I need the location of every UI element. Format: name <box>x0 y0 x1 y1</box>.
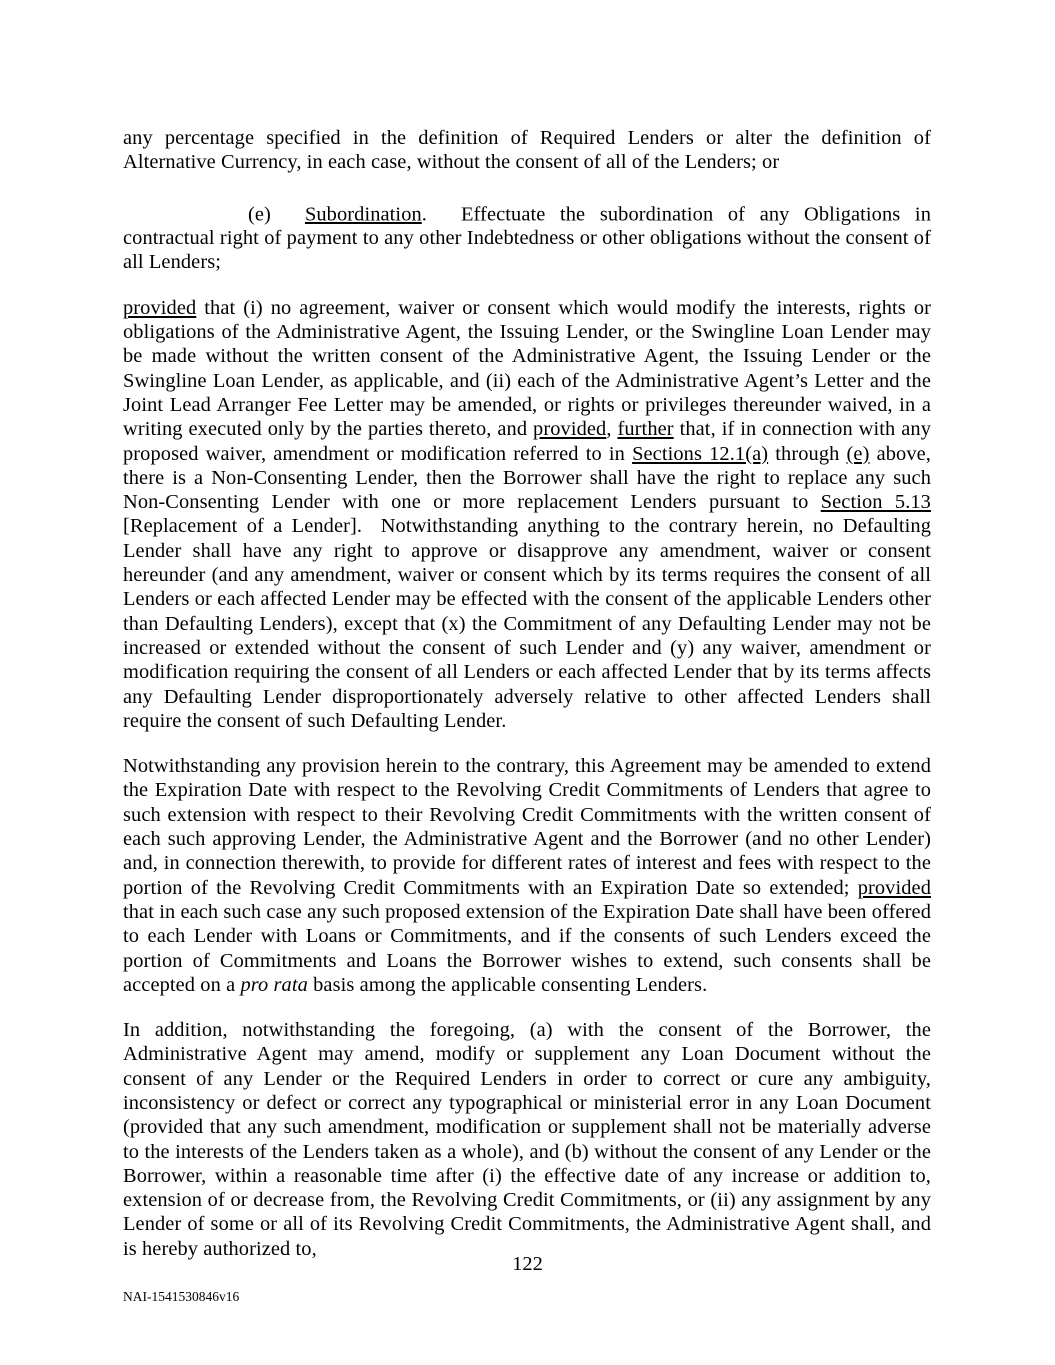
text-run: In addition, notwithstanding the foregoing, (a) with the consent of the Borrower, the Administrative Agent may amend, modify or supplement any Loan Document without the consent of any Lender or the Required Lenders in order to correct or cure any ambiguity, inconsistency or defect or correct any typographical or ministerial error in any Loan Document (provided that any such amendment, modification or supplement shall not be materially adverse to the interests of the Lenders taken as a whole), and (b) without the consent of any Lender or the Borrower, within a reasonable time after (i) the effective date of any increase or addition to, extension of or decrease from, the Revolving Credit Commitments, or (ii) any assignment by any Lender of some or all of its Revolving Credit Commitments, the Administrative Agent shall, and is hereby authorized to, <box>123 1019 931 1260</box>
text-run: that in each such case any such proposed extension of the Expiration Date shall have been offered to each Lender with Loans or Commitments, and if the consents of such Lenders exceed the portion of Commitments and Loans the Borrower wishes to extend, such consents shall be accepted on a <box>123 900 931 996</box>
text-run: basis among the applicable consenting Lenders. <box>307 973 708 996</box>
text-run: , <box>606 418 618 441</box>
text-run: through <box>768 442 847 465</box>
text-run: Section 5.13 <box>820 491 931 514</box>
text-run: Notwithstanding any provision herein to the contrary, this Agreement may be amended to extend the Expiration Date with respect to the Revolving Credit Commitments of Lenders that agree to such extension with respect to their Revolving Credit Commitments with the written consent of each such approving Lender, the Administrative Agent and the Borrower (and no other Lender) and, in connection therewith, to provide for different rates of interest and fees with respect to the portion of the Revolving Credit Commitments with an Expiration Date so extended; <box>123 755 931 899</box>
text-run: that (i) no agreement, waiver or consent which would modify the interests, rights or obligations of the Administrative Agent, the Issuing Lender, or the Swingline Loan Lender may be made without the written consent of the Administrative Agent, the Issuing Lender or the Swingline Loan Lender, as applicable, and (ii) each of the Administrative Agent’s Letter and the Joint Lead Arranger Fee Letter may be amended, or rights or privileges thereunder waived, in a writing executed only by the parties thereto, and <box>123 296 931 441</box>
text-run: any percentage specified in the definition of Required Lenders or alter the definition of Alternative Currency, in each case, without the consent of all of the Lenders; or <box>123 127 931 174</box>
tab-space <box>427 196 461 220</box>
tab-space <box>271 196 305 220</box>
text-run: further <box>617 418 674 441</box>
text-run: [Replacement of a Lender]. Notwithstanding anything to the contrary herein, no Defaulting Lender shall have any right to approve or disapprove any amendment, waiver or consent hereunder (and any amendment, waiver or consent which by its terms requires the consent of all Lenders or each affected Lender may be effected with the consent of the applicable Lenders other than Defaulting Lenders), except that (x) the Commitment of any Defaulting Lender may not be increased or extended without the consent of such Lender and (y) any waiver, amendment or modification requiring the consent of all Lenders or each affected Lender that by its terms affects any Defaulting Lender disproportionately adversely relative to other affected Lenders shall require the consent of such Defaulting Lender. <box>123 515 931 732</box>
text-run: Effectuate the subordination of any Obligations in contractual right of payment to any other Indebtedness or other obligations without the consent of all Lenders; <box>123 202 931 274</box>
text-run: above, there is a Non-Consenting Lender, then the Borrower shall have the right to replace any such Non-Consenting Lender with one or more replacement Lenders pursuant to <box>123 442 931 514</box>
paragraph-subordination-clause <box>123 196 931 275</box>
text-run: that, if in connection with any proposed waiver, amendment or modification referred to in <box>123 418 931 465</box>
text-run: provided <box>123 296 197 319</box>
text-run: Subordination <box>304 202 422 225</box>
text-run: (e) <box>846 442 870 465</box>
paragraph-expiration-date-extension <box>123 754 931 997</box>
text-run: pro rata <box>240 973 308 996</box>
text-run: provided <box>857 876 931 899</box>
text-run: Sections 12.1(a) <box>632 442 769 465</box>
text-run: (e) <box>248 202 271 225</box>
text-run: . <box>421 202 427 225</box>
text-run: provided <box>533 418 607 441</box>
page-number: 122 <box>512 1253 543 1275</box>
paragraph-proviso <box>123 296 931 733</box>
document-id-footer: NAI-1541530846v16 <box>123 1289 240 1304</box>
page-body <box>123 126 931 1282</box>
paragraph-administrative-agent-amendments <box>123 1018 931 1261</box>
paragraph-required-lenders <box>123 126 931 175</box>
